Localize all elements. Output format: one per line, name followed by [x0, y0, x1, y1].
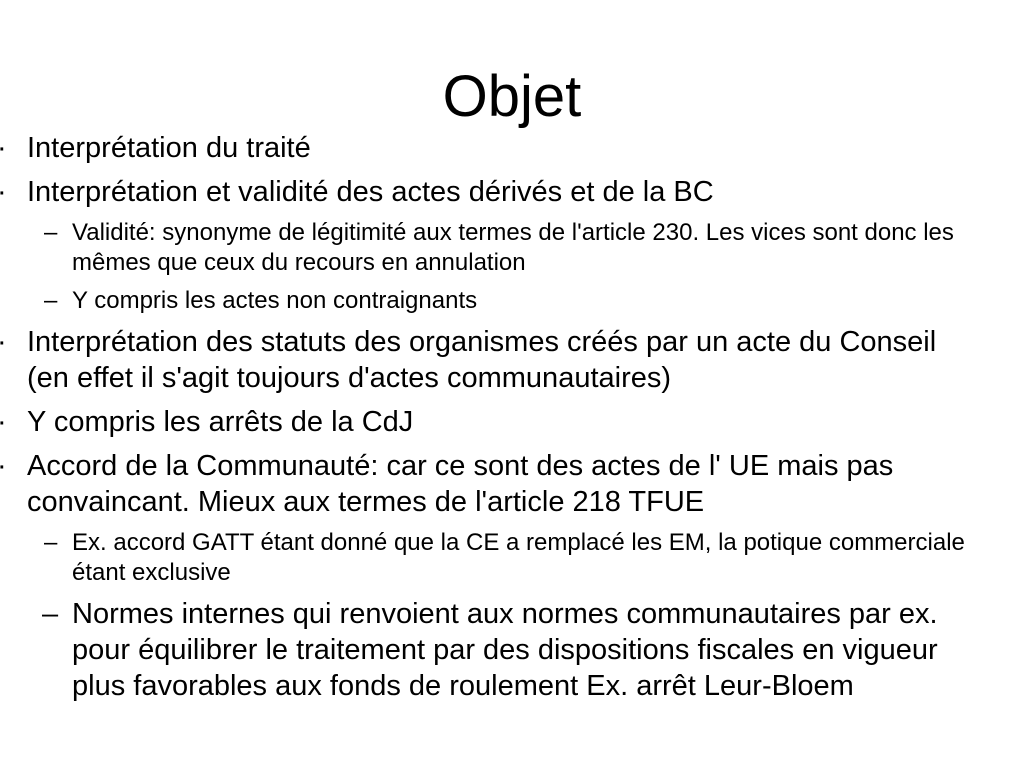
slide-content	[0, 130, 1000, 712]
subbullet-actes-non-contraignants: – Y compris les actes non contraignants	[0, 286, 972, 316]
bullet-arrets-cdj: · Y compris les arrêts de la CdJ	[0, 404, 967, 440]
subbullet-validite: – Validité: synonyme de légitimité aux termes de l'article 230. Les vices sont donc les mêmes que ceux du recours en annulation	[0, 218, 972, 278]
bullet-statuts-organismes: · Interprétation des statuts des organismes créés par un acte du Conseil (en effet il s'agit toujours d'actes communautaires)	[0, 324, 967, 396]
slide-title: Objet	[442, 64, 582, 129]
bullet-accord-communaute: · Accord de la Communauté: car ce sont des actes de l' UE mais pas convaincant. Mieux aux termes de l'article 218 TFUE	[0, 448, 967, 520]
subbullet-accord-gatt: – Ex. accord GATT étant donné que la CE a remplacé les EM, la potique commerciale étant exclusive	[0, 528, 972, 588]
bullet-interpretation-traite: · Interprétation du traité	[0, 130, 967, 166]
bullet-interpretation-actes-derives: · Interprétation et validité des actes dérivés et de la BC	[0, 174, 967, 210]
subbullet-normes-internes: – Normes internes qui renvoient aux normes communautaires par ex. pour équilibrer le traitement par des dispositions fiscales en vigueur plus favorables aux fonds de roulement Ex. arrêt Leur-Bloem	[0, 596, 972, 704]
